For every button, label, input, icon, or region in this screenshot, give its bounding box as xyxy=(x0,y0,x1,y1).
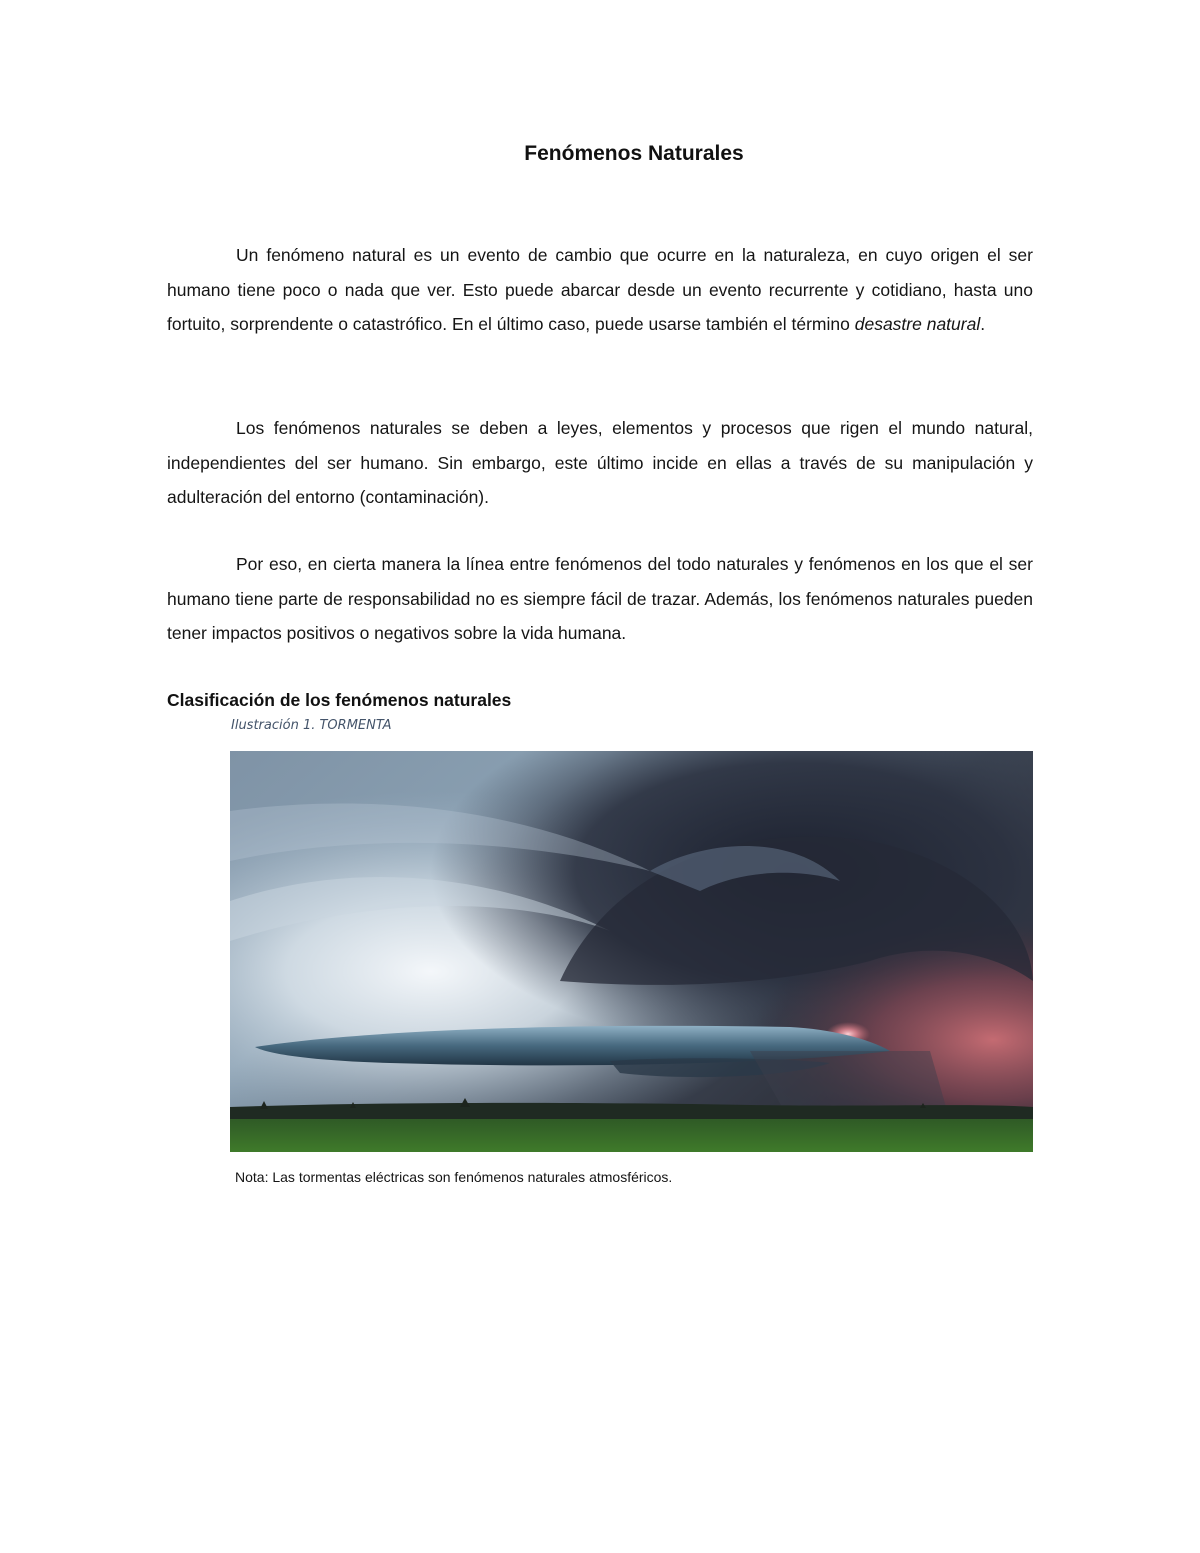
storm-photo xyxy=(230,751,1033,1152)
section-heading: Clasificación de los fenómenos naturales xyxy=(167,690,512,710)
paragraph-responsibility xyxy=(167,547,1033,651)
paragraph-intro-emphasis: desastre natural xyxy=(854,314,981,334)
paragraph-intro-end: . xyxy=(980,314,986,334)
paragraph-intro-text: Un fenómeno natural es un evento de cambio que ocurre en la naturaleza, en cuyo origen el ser humano tiene poco o nada que ver. Esto puede abarcar desde un evento recurrente y cotidiano, hasta uno fortuito, sorprendente o catastrófico. En el último caso, puede usarse también el término xyxy=(167,245,1033,334)
page-title: Fenómenos Naturales xyxy=(524,142,744,165)
figure-note: Nota: Las tormentas eléctricas son fenómenos naturales atmosféricos. xyxy=(235,1169,673,1185)
paragraph-laws xyxy=(167,411,1033,515)
paragraph-laws-text: Los fenómenos naturales se deben a leyes, elementos y procesos que rigen el mundo natural, independientes del ser humano. Sin embargo, este último incide en ellas a través de su manipulación y adulteración del entorno (contaminación). xyxy=(167,418,1033,507)
paragraph-intro xyxy=(167,238,1033,342)
figure-caption: Ilustración 1. TORMENTA xyxy=(231,718,392,733)
paragraph-responsibility-text: Por eso, en cierta manera la línea entre fenómenos del todo naturales y fenómenos en los que el ser humano tiene parte de responsabilidad no es siempre fácil de trazar. Además, los fenómenos naturales pueden tener impactos positivos o negativos sobre la vida humana. xyxy=(167,554,1033,643)
